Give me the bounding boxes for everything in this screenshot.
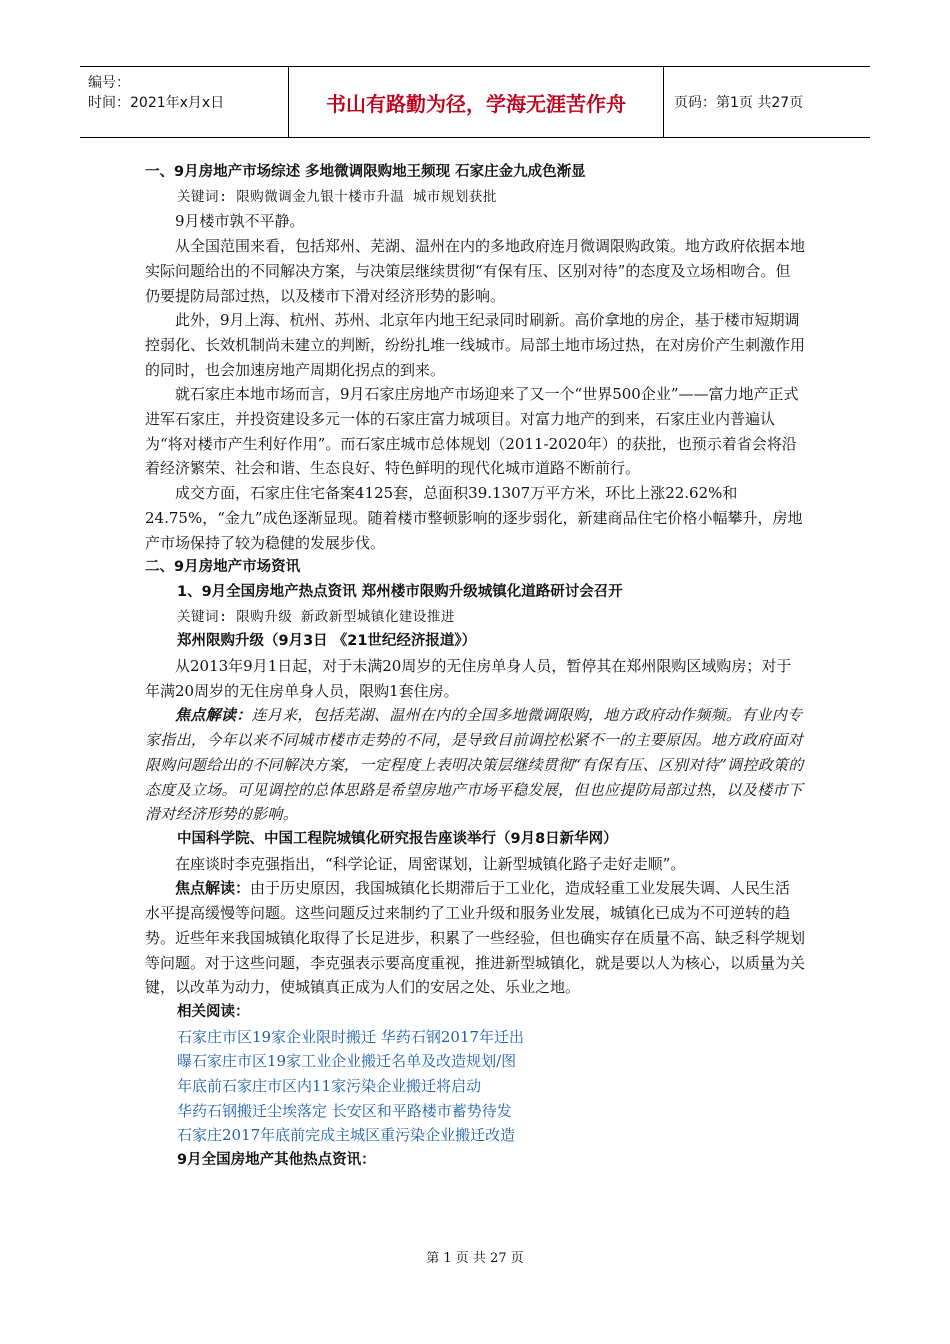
news-body: 在座谈时李克强指出，“科学论证，周密谋划，让新型城镇化路子走好走顺”。: [175, 854, 686, 873]
section-title-1: 一、9月房地产市场综述 多地微调限购地王频现 石家庄金九成色渐显: [145, 164, 586, 180]
header-meta: [80, 67, 288, 137]
section-title-2: 二、9月房地产市场资讯: [145, 559, 301, 576]
header-page-number: 页码：第1页 共27页: [674, 95, 804, 111]
header-table: [80, 66, 870, 138]
keywords-2: 关键词: 限购升级 新政新型城镇化建设推进: [177, 608, 455, 625]
related-link[interactable]: 华药石钢搬迁尘埃落定 长安区和平路楼市蓄势待发: [177, 1101, 512, 1120]
subsection-title: 1、9月全国房地产热点资讯 郑州楼市限购升级城镇化道路研讨会召开: [177, 583, 623, 600]
keywords-1: 关键词: 限购微调金九银十楼市升温 城市规划获批: [177, 188, 497, 205]
paragraph: 成交方面，石家庄住宅备案4125套，总面积39.1307万平方米，环比上涨22.62%和24.75%，“金九”成色逐渐显现。随着楼市整顿影响的逐步弱化，新建商品住宅价格小幅攀升，房地产市场保持了较为稳健的发展步伐。: [145, 484, 803, 552]
focus-label: 焦点解读：: [175, 706, 252, 725]
focus-text: 由于历史原因，我国城镇化长期滞后于工业化，造成轻重工业发展失调、人民生活水平提高缓慢等问题。这些问题反过来制约了工业升级和服务业发展，城镇化已成为不可逆转的趋势。近些年来我国城镇化取得了长足进步，积累了一些经验，但也确实存在质量不高、缺乏科学规划等问题。对于这些问题，李克强表示要高度重视，推进新型城镇化，就是要以人为核心，以质量为关键，以改革为动力，使城镇真正成为人们的安居之处、乐业之地。: [145, 879, 806, 997]
paragraph: 就石家庄本地市场而言，9月石家庄房地产市场迎来了又一个“世界500企业”——富力地产正式进军石家庄，并投资建设多元一体的石家庄富力城项目。对富力地产的到来，石家庄业内普遍认为“将对楼市产生利好作用”。而石家庄城市总体规划（2011-2020年）的获批，也预示着省会将沿着经济繁荣、社会和谐、生态良好、特色鲜明的现代化城市道路不断前行。: [145, 385, 799, 478]
paragraph: 9月楼市孰不平静。: [175, 212, 305, 231]
news-body: 从2013年9月1日起，对于未满20周岁的无住房单身人员，暂停其在郑州限购区域购房；对于年满20周岁的无住房单身人员，限购1套住房。: [145, 657, 792, 700]
focus-text: 连月来，包括芜湖、温州在内的全国多地微调限购，地方政府动作频频。有业内专家指出，今年以来不同城市楼市走势的不同，是导致目前调控松紧不一的主要原因。地方政府面对限购问题给出的不同解决方案，一定程度上表明决策层继续贯彻“有保有压、区别对待”调控政策的态度及立场。可见调控的总体思路是希望房地产市场平稳发展，但也应提防局部过热，以及楼市下滑对经济形势的影响。: [145, 706, 804, 824]
paragraph: 从全国范围来看，包括郑州、芜湖、温州在内的多地政府连月微调限购政策。地方政府依据本地实际问题给出的不同解决方案，与决策层继续贯彻“有保有压、区别对待”的态度及立场相吻合。但仍要提防局部过热，以及楼市下滑对经济形势的影响。: [145, 237, 806, 305]
related-link[interactable]: 石家庄2017年底前完成主城区重污染企业搬迁改造: [177, 1126, 516, 1145]
related-link[interactable]: 曝石家庄市区19家工业企业搬迁名单及改造规划/图: [177, 1052, 517, 1071]
paragraph: 此外，9月上海、杭州、苏州、北京年内地王纪录同时刷新。高价拿地的房企，基于楼市短期调控弱化、长效机制尚未建立的判断，纷纷扎堆一线城市。局部土地市场过热，在对房价产生刺激作用的同时，也会加速房地产周期化拐点的到来。: [145, 311, 806, 379]
focus-label: 焦点解读：: [175, 879, 251, 898]
related-link[interactable]: 年底前石家庄市区内11家污染企业搬迁将启动: [177, 1077, 482, 1096]
document-body: [145, 160, 805, 1173]
other-news-heading: 9月全国房地产其他热点资讯：: [177, 1152, 376, 1169]
news-title: 中国科学院、中国工程院城镇化研究报告座谈举行（9月8日新华网）: [177, 830, 618, 847]
document-date: 时间：2021年x月x日: [88, 95, 225, 111]
news-title: 郑州限购升级（9月3日 《21世纪经济报道》）: [177, 633, 477, 650]
focus-interpretation: [145, 876, 805, 1000]
header-motto: 书山有路勤为径，学海无涯苦作舟: [326, 91, 626, 116]
focus-interpretation: [145, 703, 805, 827]
related-reading-label: 相关阅读：: [177, 1003, 250, 1020]
page-footer: 第 1 页 共 27 页: [426, 1251, 524, 1266]
document-number: 编号：: [88, 75, 130, 91]
header-motto-cell: [288, 67, 664, 137]
related-link[interactable]: 石家庄市区19家企业限时搬迁 华药石钢2017年迁出: [177, 1027, 525, 1046]
